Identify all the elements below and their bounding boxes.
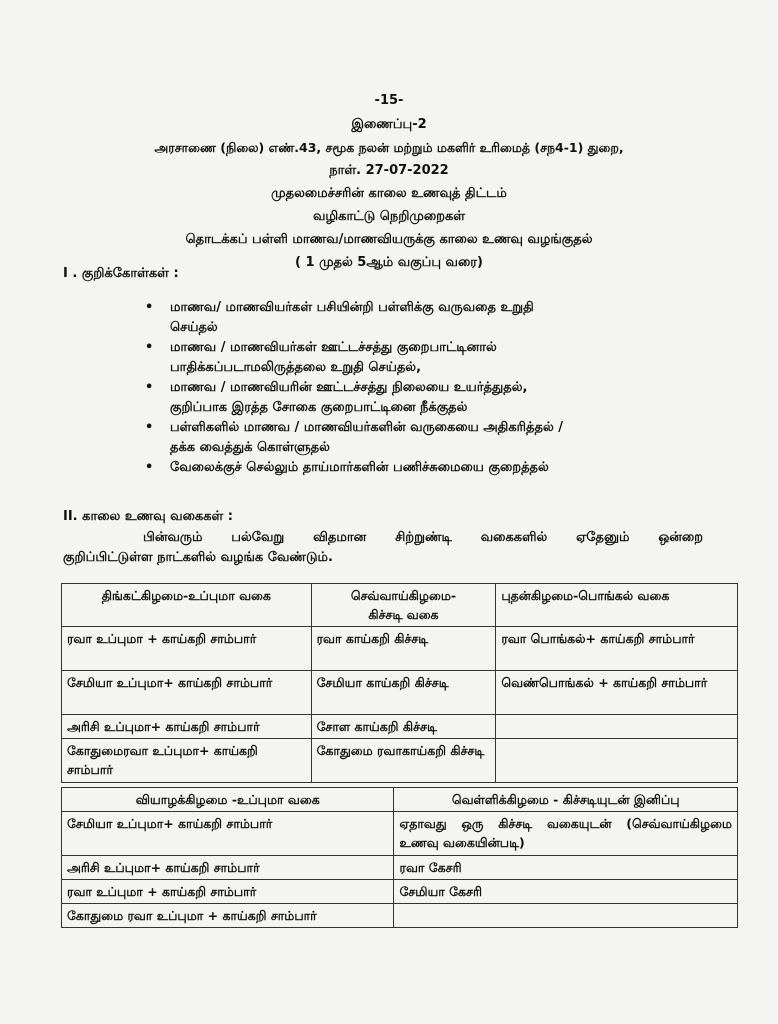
table-cell: சோள காய்கறி கிச்சடி <box>311 715 496 739</box>
page-number: -15- <box>374 93 404 108</box>
header-wednesday: புதன்கிழமை-பொங்கல் வகை <box>496 584 738 627</box>
table-row <box>62 812 738 856</box>
section-1-heading: I . குறிக்கோள்கள் : <box>63 266 179 281</box>
table-cell: கோதுமை ரவா உப்புமா + காய்கறி சாம்பார் <box>62 904 394 928</box>
table-cell: சேமியா உப்புமா+ காய்கறி சாம்பார் <box>62 812 394 856</box>
objective-item: • மாணவ/ மாணவியர்கள் பசியின்றி பள்ளிக்கு வருவதை உறுதி செய்தல் <box>145 300 534 335</box>
table-cell: சேமியா காய்கறி கிச்சடி <box>311 671 496 715</box>
table-cell: அரிசி உப்புமா+ காய்கறி சாம்பார் <box>62 715 312 739</box>
table-cell: கோதுமைரவா உப்புமா+ காய்கறி சாம்பார் <box>62 739 312 783</box>
table-row <box>62 715 738 739</box>
table-cell: ரவா காய்கறி கிச்சடி <box>311 627 496 671</box>
table-cell <box>496 739 738 783</box>
table-row <box>62 904 738 928</box>
section-2-heading: II. காலை உணவு வகைகள் : <box>63 509 233 524</box>
table-cell: சேமியா உப்புமா+ காய்கறி சாம்பார் <box>62 671 312 715</box>
table-header-row <box>62 788 738 812</box>
objectives-list <box>145 298 705 478</box>
header-thursday: வியாழக்கிழமை -உப்புமா வகை <box>62 788 394 812</box>
menu-table-thu-fri <box>61 787 738 928</box>
bullet-icon: • <box>145 420 154 435</box>
objective-item: • மாணவ / மாணவியரின் ஊட்டச்சத்து நிலையை உயர்த்துதல், குறிப்பாக இரத்த சோகை குறைபாட்டினை நீக்குதல் <box>145 380 528 415</box>
bullet-icon: • <box>145 300 154 315</box>
guidelines-title: வழிகாட்டு நெறிமுறைகள் <box>312 209 466 224</box>
scheme-title: முதலமைச்சரின் காலை உணவுத் திட்டம் <box>271 186 507 201</box>
table-row <box>62 739 738 783</box>
table-cell: அரிசி உப்புமா+ காய்கறி சாம்பார் <box>62 856 394 880</box>
table-cell: கோதுமை ரவாகாய்கறி கிச்சடி <box>311 739 496 783</box>
objective-item: • மாணவ / மாணவியர்கள் ஊட்டச்சத்து குறைபாட்டினால் பாதிக்கப்படாமலிருத்தலை உறுதி செய்தல், <box>145 340 497 375</box>
table-row <box>62 880 738 904</box>
table-cell <box>394 904 738 928</box>
annexure-label: இணைப்பு-2 <box>351 117 427 132</box>
menu-table-mon-wed <box>61 583 738 783</box>
bullet-icon: • <box>145 460 154 475</box>
header-monday: திங்கட்கிழமை-உப்புமா வகை <box>62 584 312 627</box>
table-row <box>62 856 738 880</box>
table-row <box>62 627 738 671</box>
table-cell: ரவா கேசரி <box>394 856 738 880</box>
objective-item: • வேலைக்குச் செல்லும் தாய்மார்களின் பணிச்சுமையை குறைத்தல் <box>145 458 705 478</box>
table-row <box>62 671 738 715</box>
table-cell <box>496 715 738 739</box>
subject-line: தொடக்கப் பள்ளி மாணவ/மாணவியருக்கு காலை உணவு வழங்குதல் <box>185 232 593 247</box>
go-reference: அரசாணை (நிலை) எண்.43, சமூக நலன் மற்றும் மகளிர் உரிமைத் (சந4-1) துறை, <box>154 140 624 155</box>
header-tuesday: செவ்வாய்கிழமை- கிச்சடி வகை <box>311 584 496 627</box>
table-cell: ஏதாவது ஒரு கிச்சடி வகையுடன் (செவ்வாய்கிழமை உணவு வகையின்படி) <box>394 812 738 856</box>
table-header-row <box>62 584 738 627</box>
bullet-icon: • <box>145 340 154 355</box>
objective-item: • பள்ளிகளில் மாணவ / மாணவியர்களின் வருகையை அதிகரித்தல் / தக்க வைத்துக் கொள்ளுதல் <box>145 420 564 455</box>
table-cell: ரவா உப்புமா + காய்கறி சாம்பார் <box>62 627 312 671</box>
table-cell: ரவா உப்புமா + காய்கறி சாம்பார் <box>62 880 394 904</box>
header-friday: வெள்ளிக்கிழமை - கிச்சடியுடன் இனிப்பு <box>394 788 738 812</box>
section-2-intro: பின்வரும் பல்வேறு விதமான சிற்றுண்டி வகைகளில் ஏதேனும் ஒன்றை குறிப்பிட்டுள்ள நாட்களில் வழங்க வேண்டும். <box>63 530 703 565</box>
bullet-icon: • <box>145 380 154 395</box>
class-range: ( 1 முதல் 5ஆம் வகுப்பு வரை) <box>295 255 483 270</box>
table-cell: ரவா பொங்கல்+ காய்கறி சாம்பார் <box>496 627 738 671</box>
table-cell: வெண்பொங்கல் + காய்கறி சாம்பார் <box>496 671 738 715</box>
table-cell: சேமியா கேசரி <box>394 880 738 904</box>
document-date: நாள். 27-07-2022 <box>329 163 449 178</box>
